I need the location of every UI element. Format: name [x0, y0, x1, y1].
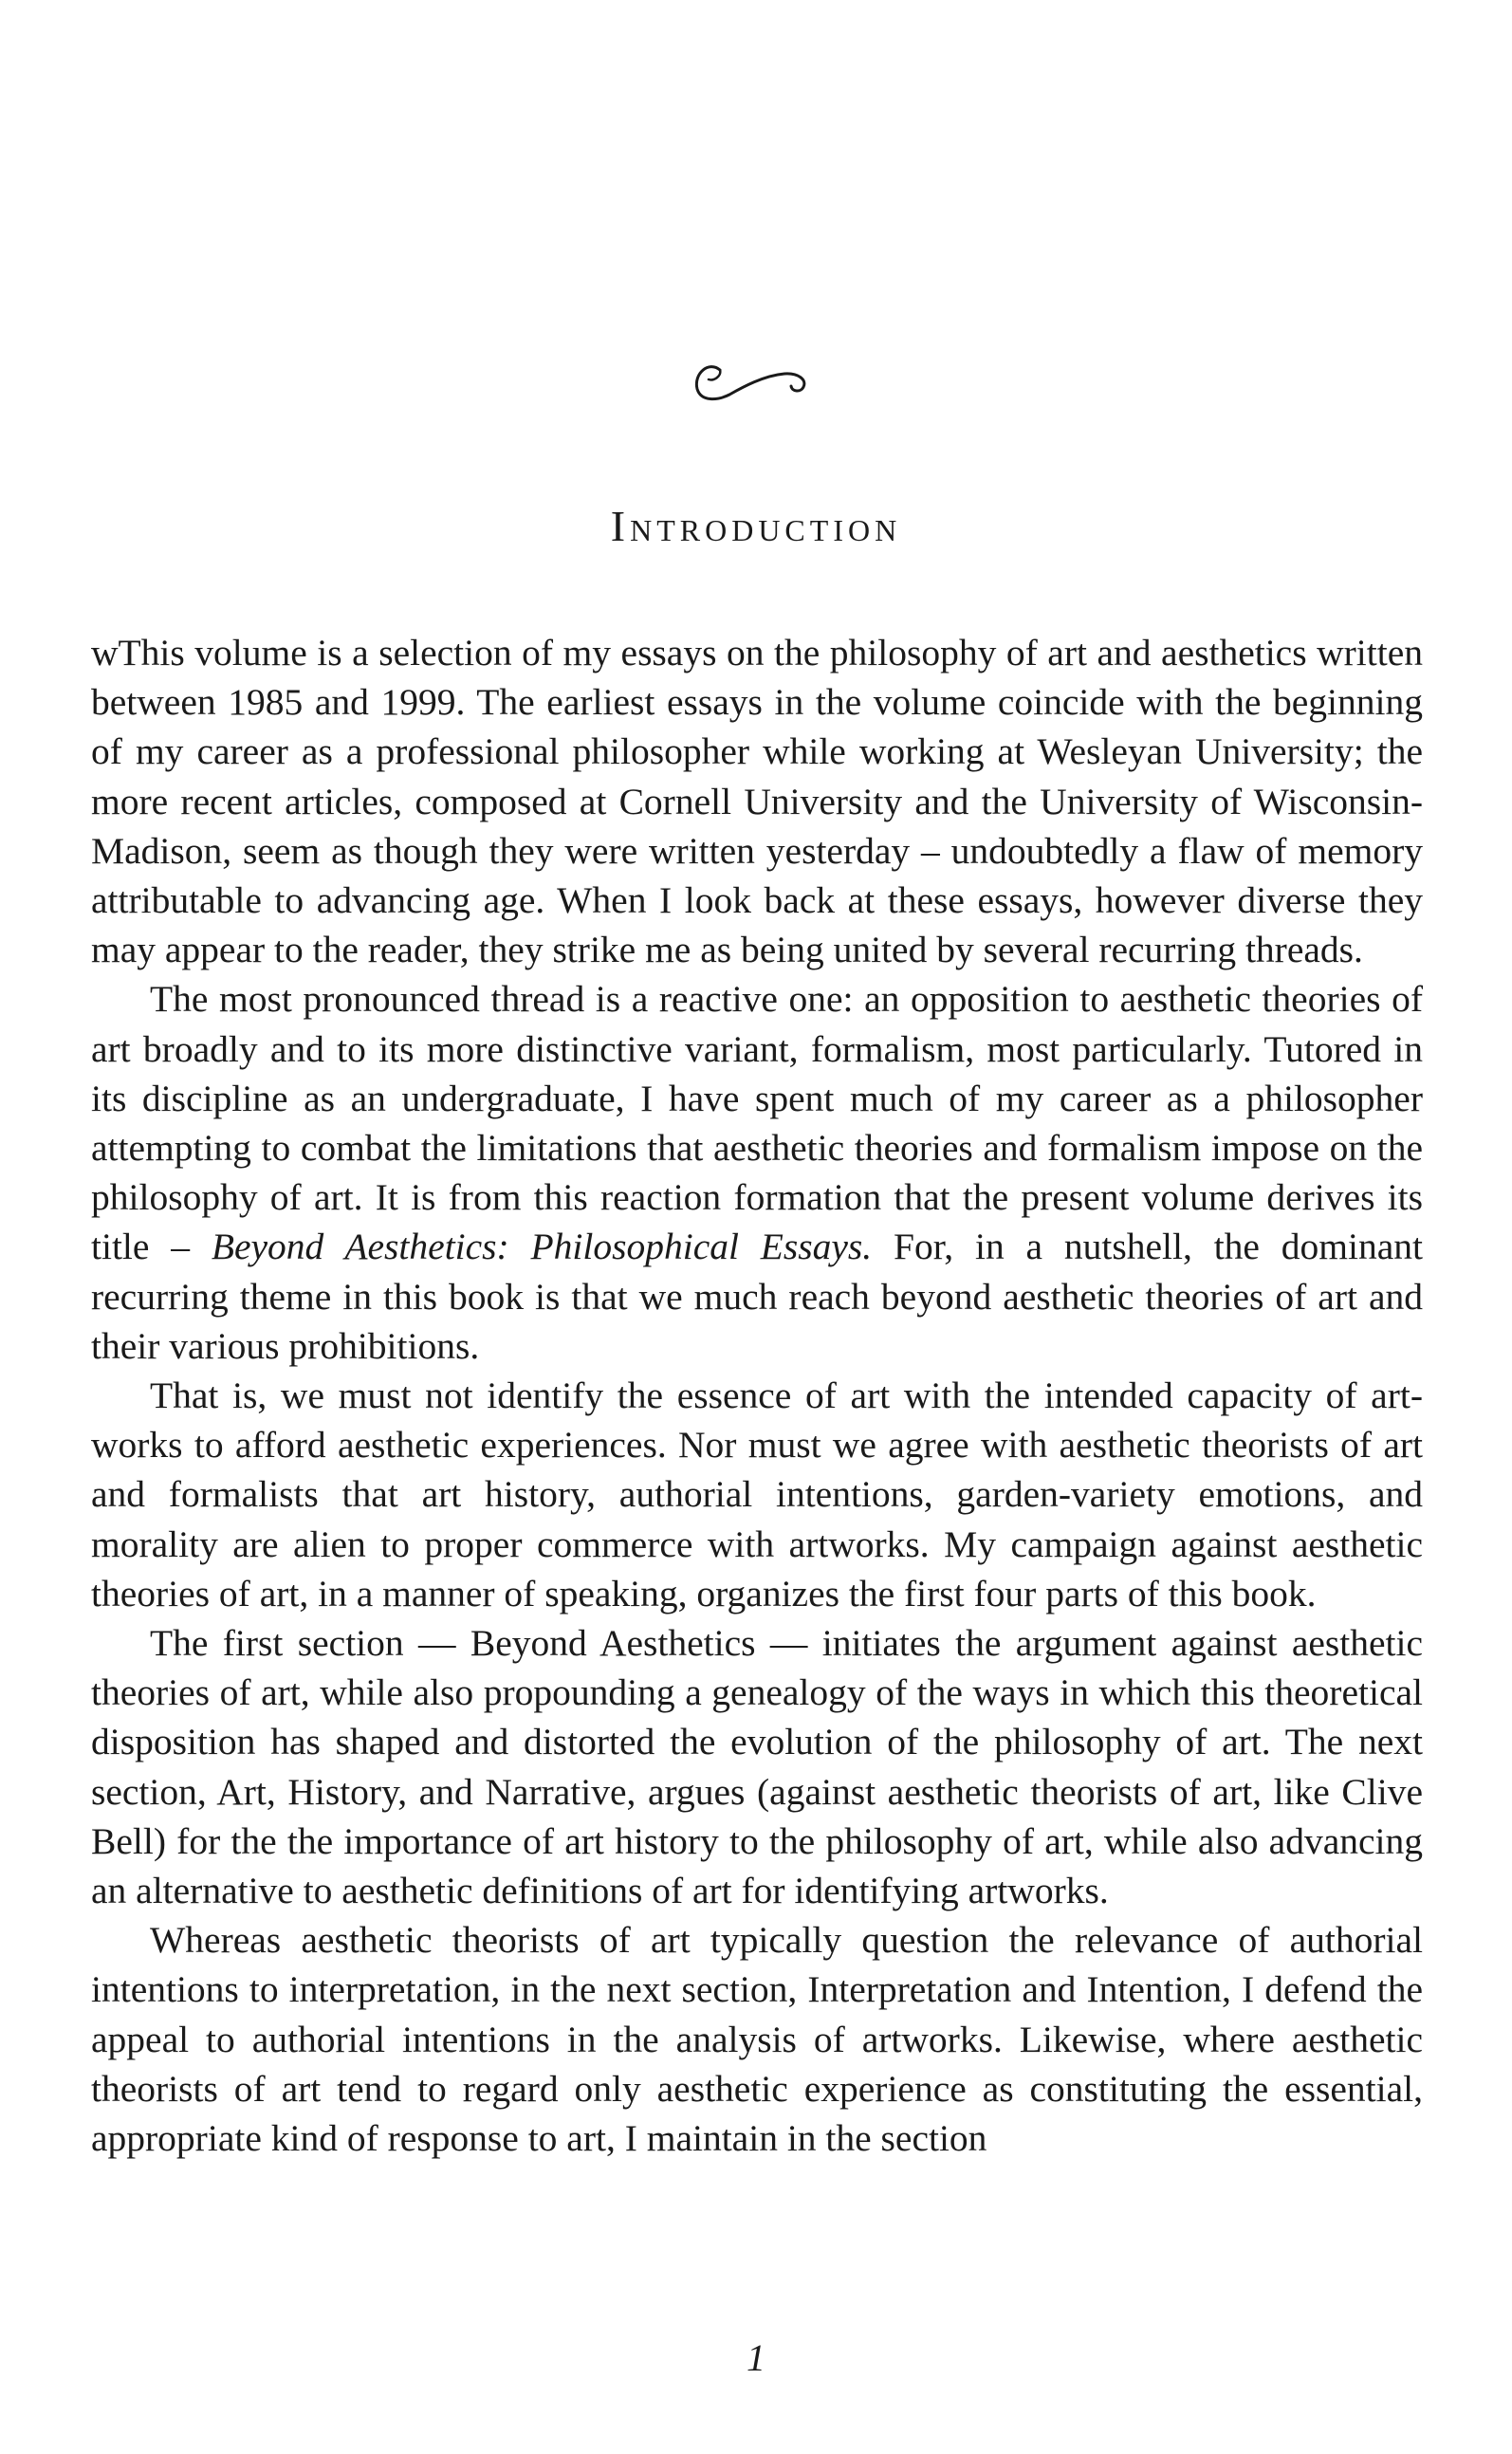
chapter-title: Introduction — [610, 502, 902, 550]
paragraph — [91, 628, 1423, 974]
paragraph — [91, 1915, 1423, 2163]
paragraph-text: Whereas aesthetic theorists of art typically question the relevance of authorial intentions to interpretation, in the next section, Interpretation and Intention, I defend the appeal to authorial intentions in the analysis of artworks. Likewise, where aesthetic theorists of art tend to regard only aesthetic experience as constituting the essential, appropriate kind of response to art, I maintain in the section — [91, 1919, 1423, 2160]
paragraph — [91, 1618, 1423, 1915]
paragraph-text: That is, we must not identify the essence of art with the intended capacity of artworks to afford aesthetic experiences. Nor must we agree with aesthetic theorists of art and formalists that art history, authorial intentions, garden-variety emotions, and morality are alien to proper commerce with artworks. My campaign against aesthetic theories of art, in a manner of speaking, organizes the first four parts of this book. — [91, 1375, 1423, 1614]
paragraph — [91, 1371, 1423, 1618]
paragraph — [91, 974, 1423, 1371]
page-number: 1 — [747, 2336, 765, 2379]
italic-title-text: Beyond Aesthetics: Philosophical Essays. — [211, 1226, 873, 1268]
swash-ornament-icon — [690, 353, 822, 410]
paragraph-text: wThis volume is a selection of my essays on the philosophy of art and aesthetics written between 1985 and 1999. The earliest essays in the volume coincide with the beginning of my career as a professional philosopher while working at Wesleyan University; the more recent articles, composed at Cornell University and the University of Wisconsin-Madison, seem as though they were written yesterday – undoubtedly a flaw of memory attributable to advancing age. When I look back at these essays, however diverse they may appear to the reader, they strike me as being united by several recurring threads. — [91, 632, 1423, 971]
paragraph-text: For, in a nutshell, the dominant recurring theme in this book is that we much reach beyond aesthetic theories of art and their various prohibitions. — [91, 1226, 1423, 1367]
body-text — [91, 628, 1423, 2163]
paragraph-text: The most pronounced thread is a reactive one: an opposition to aesthetic theories of art broadly and to its more distinctive variant, formalism, most particularly. Tutored in its discipline as an undergraduate, I have spent much of my career as a philosopher attempting to combat the limitations that aesthetic theories and formalism impose on the philosophy of art. It is from this reaction formation that the present volume derives its title – — [91, 978, 1423, 1268]
paragraph-text: The first section — Beyond Aesthetics — initiates the argument against aesthetic theories of art, while also propounding a genealogy of the ways in which this theoretical disposition has shaped and distorted the evolution of the philosophy of art. The next section, Art, History, and Narrative, argues (against aesthetic theorists of art, like Clive Bell) for the the importance of art history to the philosophy of art, while also advancing an alternative to aesthetic definitions of art for identifying artworks. — [91, 1622, 1423, 1912]
